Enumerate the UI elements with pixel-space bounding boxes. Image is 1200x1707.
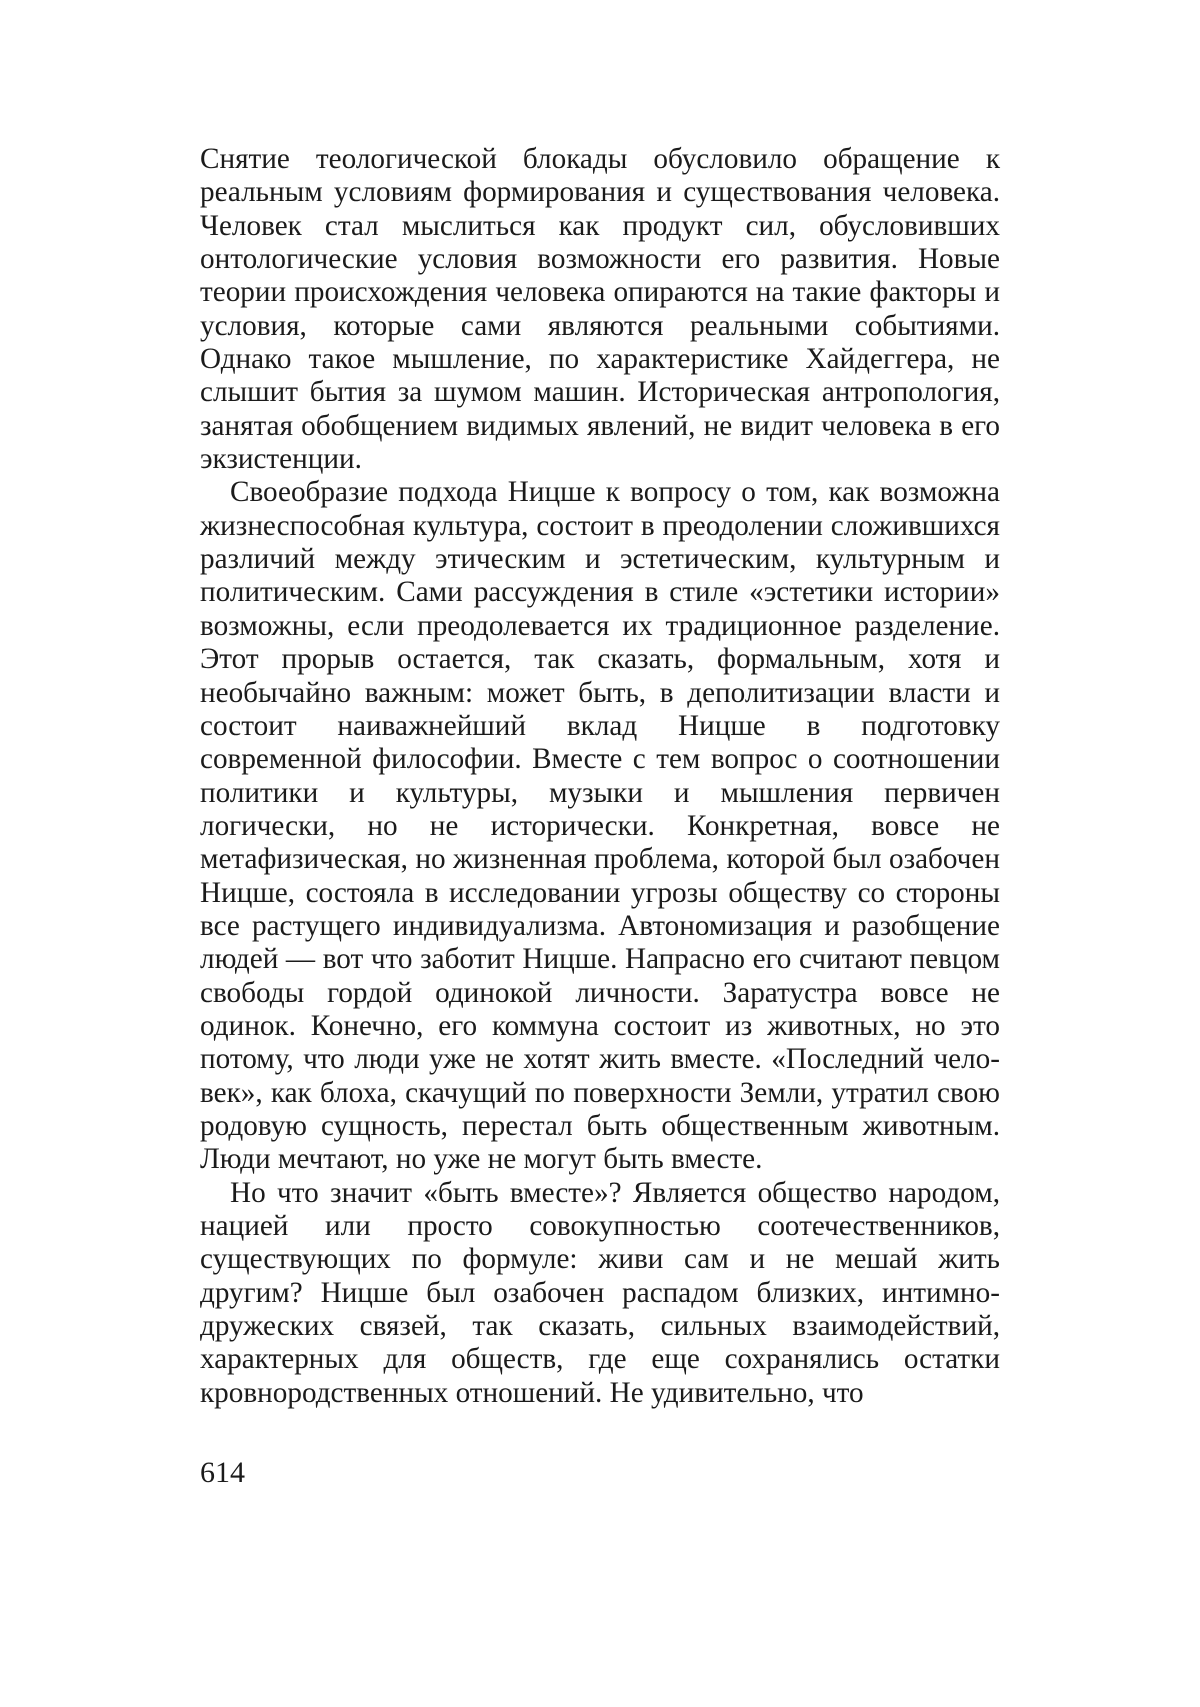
body-text xyxy=(200,143,1000,1410)
paragraph-1: Снятие теологической блокады обусловило обращение к реальным условиям формирования и существования человека. Человек стал мыслиться как продукт сил, обусловивших онтологические условия возможности его развития. Новые теории происхождения человека опираются на такие факторы и условия, которые сами являются реальными событиями. Однако такое мышление, по характеристике Хайдеггера, не слышит бытия за шумом машин. Историческая антропология, занятая обобщением видимых явлений, не видит человека в его экзистенции. xyxy=(200,143,1000,476)
page-number: 614 xyxy=(200,1456,245,1489)
paragraph-2: Своеобразие подхода Ницше к вопросу о том, как возможна жизнеспособная культура, состоит в преодолении сложившихся различий между этическим и эстетическим, культурным и политическим. Сами рассуждения в стиле «эстетики истории» возможны, если преодолевается их традиционное разделение. Этот прорыв остается, так сказать, формальным, хотя и необычайно важным: может быть, в деполитизации власти и состоит наиважнейший вклад Ницше в подготовку современной философии. Вместе с тем вопрос о соотношении политики и культуры, музыки и мышления первичен логически, но не исторически. Конкретная, вовсе не метафизическая, но жизненная проблема, которой был озабочен Ницше, состояла в исследовании угрозы обществу со стороны все растущего индивидуализма. Автономизация и разобщение людей — вот что заботит Ницше. Напрасно его считают певцом свободы гордой одинокой личности. Заратустра вовсе не одинок. Конечно, его коммуна состоит из животных, но это потому, что люди уже не хотят жить вместе. «Последний человек», как блоха, скачущий по поверхности Земли, утратил свою родовую сущность, перестал быть общественным животным. Люди мечтают, но уже не могут быть вместе. xyxy=(200,476,1000,1176)
paragraph-3: Но что значит «быть вместе»? Является общество народом, нацией или просто совокупностью соотечественников, существующих по формуле: живи сам и не мешай жить другим? Ницше был озабочен распадом близких, интимно-дружеских связей, так сказать, сильных взаимодействий, характерных для обществ, где еще сохранялись остатки кровнородственных отношений. Не удивительно, что xyxy=(200,1176,1000,1409)
